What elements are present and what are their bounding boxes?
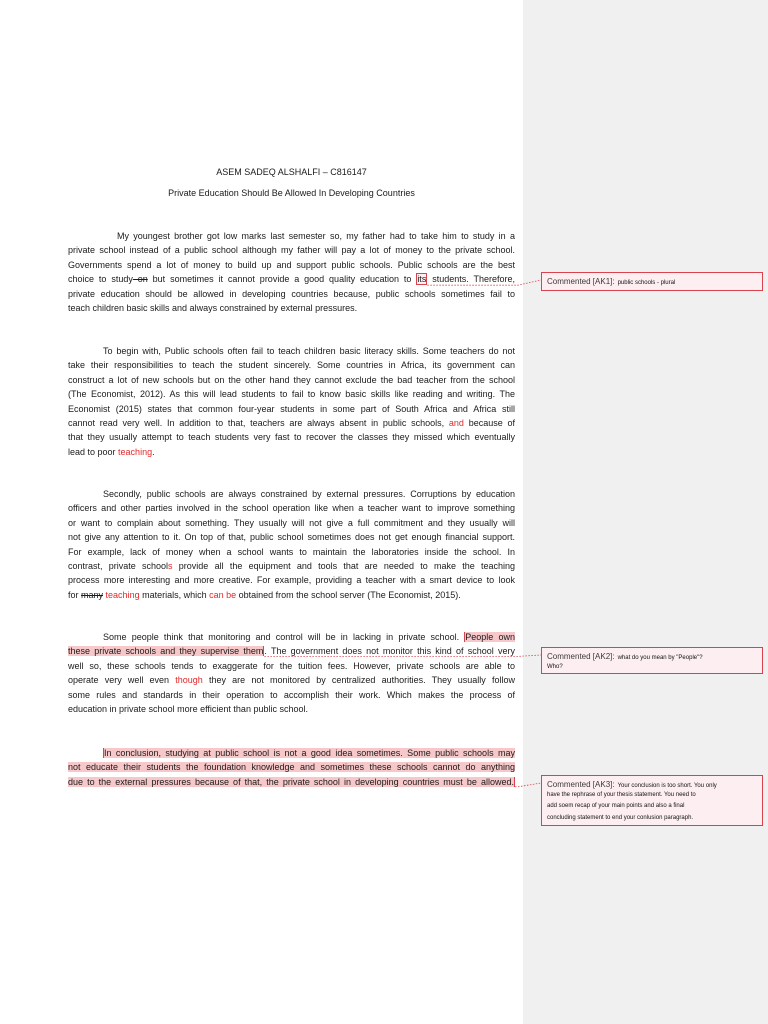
text-line [68,688,515,702]
comment-balloon-ak3[interactable] [541,775,763,826]
inserted-text: teaching [105,589,140,600]
text-run: lead to poor [68,446,119,457]
text-run: for [68,589,82,600]
comment-margin-panel [523,0,768,1024]
comment-label: Commented [AK2]: [547,652,615,661]
text-line [68,530,515,544]
text-line [68,673,515,687]
text-run: process more interesting and more creative. For example, providing a teacher with a smart device to look [68,575,515,586]
deleted-text: on [132,274,148,285]
text-line [68,775,515,789]
text-run: (The Economist, 2012). As this will lead students to fail to know basic skills like reading and writing. The [68,389,515,400]
text-run: cannot read very well. In addition to that, teachers are always absent in public schools, [68,417,449,428]
text-run: or want to complain about something. They usually will not give a full commitment and they usually will [68,517,515,528]
text-run: some rules and standards in their operation to accomplish their work. Which makes the process of [68,689,515,700]
comment-label: Commented [AK3]: [547,780,615,789]
text-run: but sometimes it cannot provide a good quality education to [147,274,417,285]
text-line [103,630,515,644]
text-line [68,445,515,459]
text-run: construct a lot of new schools but on the other hand they cannot exclude the bad teacher from the school [68,374,515,385]
text-line [68,416,515,430]
comment-label: Commented [AK1]: [547,277,615,286]
comment-balloon-ak2[interactable] [541,647,763,674]
comment-line [547,662,757,673]
text-run: Economist (2015) states that common four-year students in some part of South Africa and Africa still [68,403,515,414]
paragraph-1 [68,229,515,315]
commented-text: In conclusion, studying at public school is not a good idea sometimes. Some public schools may [104,748,515,758]
text-line [103,344,515,358]
commented-text: People own [465,632,515,642]
text-line [68,430,515,444]
commented-text: these private schools and they supervise them [68,646,264,657]
text-run: not give any attention to it. On top of that, public school sometimes does not get enough financial support. [68,532,515,543]
text-line [68,243,515,257]
comment-line [547,790,757,801]
text-run: well so, these schools tends to exaggerate for the tuition fees. However, private schools are able to [68,660,515,671]
inserted-text: s [168,560,173,571]
text-line [68,588,515,602]
comment-text: Who? [547,664,563,670]
text-run: private education should be allowed in developing countries because, public schools sometimes fail to [68,288,515,299]
text-line [68,545,515,559]
text-line [68,287,515,301]
text-run: . [152,446,155,457]
text-run: To begin with, Public schools often fail to teach children basic literacy skills. Some teachers do not [103,346,515,356]
text-run: materials, which [139,589,210,600]
text-run: teach children basic skills and always constrained by external pressures. [68,302,358,313]
text-line [117,229,515,243]
text-line [103,487,515,501]
text-line [68,702,515,716]
text-line [68,272,515,286]
paragraph-5 [68,746,515,789]
text-run: provide all the equipment and tools that are needed to make the teaching [172,560,515,571]
text-line [68,387,515,401]
text-run: private school instead of a public school although my father will pay a lot of money to the private school. [68,245,515,256]
text-line [68,644,515,658]
comment-text: public schools - plural [617,280,676,286]
comment-balloon-ak1[interactable] [541,272,763,291]
text-line [68,516,515,530]
text-run: that they usually attempt to teach students very fast to recover the classes they missed which eventually [68,432,515,443]
comment-text: have the rephrase of your thesis statement. You need to [547,792,696,799]
text-line [68,373,515,387]
text-run: officers and other parties involved in the school operation like when a teacher want to improve something [68,503,515,514]
text-run: My youngest brother got low marks last semester so, my father had to take him to study in a [117,231,515,241]
text-run: Governments spend a lot of money to build up and support public schools. Public schools are the best [68,259,515,270]
comment-line [547,813,757,824]
text-run: obtained from the school server (The Economist, 2015). [236,589,461,600]
inserted-text: can be [209,589,237,600]
text-run: Secondly, public schools are always constrained by external pressures. Corruptions by education [103,489,515,499]
paragraph-4 [68,630,515,716]
deleted-text: many [81,589,104,600]
text-run: because of [463,417,515,428]
text-run: education in private school more efficient than public school. [68,703,308,714]
comment-line [547,779,757,790]
comment-line [547,651,757,662]
text-run: contrast, private school [68,560,169,571]
paragraph-2 [68,344,515,459]
text-line [68,573,515,587]
comment-line [547,801,757,812]
text-line [68,402,515,416]
text-line [68,559,515,573]
inserted-text: teaching [118,446,153,457]
text-line [68,760,515,774]
commented-text: due to the external pressures because of that, the private school in developing countries must be allowed. [68,776,514,787]
text-run: . The government does not monitor this kind of school very [264,646,515,657]
text-run: students. Therefore, [427,274,515,285]
comment-text: Your conclusion is too short. You only [617,783,717,789]
inserted-text: and [448,417,464,428]
text-run: operate very well even [68,675,176,686]
text-run: For example, lack of money when a school wants to maintain the laboratories inside the school. In [68,546,515,557]
text-line [68,358,515,372]
comment-text: what do you mean by "People"? [617,655,703,661]
paragraph-3 [68,487,515,602]
comment-text: concluding statement to end your conlusion paragraph. [547,814,694,821]
text-line [68,501,515,515]
text-line [68,258,515,272]
text-run: take their responsibilities to teach the student sincerely. Some countries in Africa, its government can [68,360,515,371]
comment-anchor: its [417,274,427,285]
text-line [68,301,515,315]
text-run: Some people think that monitoring and control will be in lacking in private school. [103,632,465,642]
author-line: ASEM SADEQ ALSHALFI – C816147 [216,167,367,177]
text-line [103,746,515,760]
document-title: Private Education Should Be Allowed In Developing Countries [168,188,415,198]
comment-line [547,276,757,287]
comment-text: add soem recap of your main points and also a final [547,803,685,810]
text-run: choice to study [68,274,133,285]
text-run: they are not monitored by centralized authorities. They usually follow [202,675,515,686]
commented-text: not educate their students the foundation knowledge and sometimes these schools cannot do anything [68,762,515,773]
text-line [68,659,515,673]
inserted-text: though [175,675,203,686]
